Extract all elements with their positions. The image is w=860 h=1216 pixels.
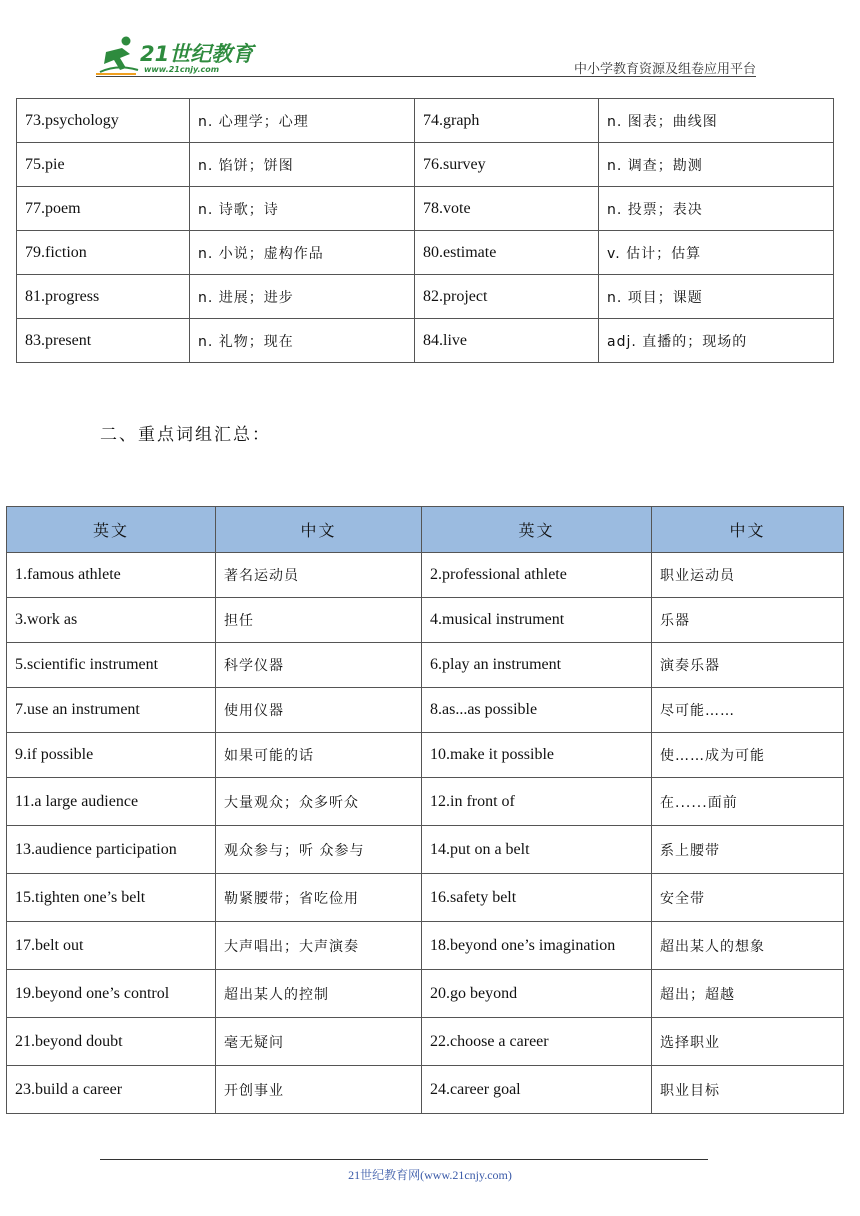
english-cell: 81.progress — [17, 275, 190, 319]
chinese-cell: n. 项目；课题 — [599, 275, 834, 319]
english-cell: 5.scientific instrument — [7, 643, 216, 688]
english-cell: 75.pie — [17, 143, 190, 187]
table-row — [7, 598, 844, 643]
table-row — [7, 826, 844, 874]
chinese-cell: 乐器 — [652, 598, 844, 643]
logo-text: 21世纪教育 — [140, 42, 254, 66]
chinese-cell: 超出；超越 — [652, 970, 844, 1018]
english-cell: 77.poem — [17, 187, 190, 231]
english-cell: 10.make it possible — [422, 733, 652, 778]
table-row — [17, 275, 834, 319]
chinese-cell: 使……成为可能 — [652, 733, 844, 778]
chinese-cell: 使用仪器 — [216, 688, 422, 733]
table-row — [7, 553, 844, 598]
chinese-cell: 科学仪器 — [216, 643, 422, 688]
english-cell: 17.belt out — [7, 922, 216, 970]
english-cell: 8.as...as possible — [422, 688, 652, 733]
chinese-cell: n. 投票；表决 — [599, 187, 834, 231]
chinese-cell: 著名运动员 — [216, 553, 422, 598]
header-english: 英文 — [422, 507, 652, 553]
chinese-cell: 勒紧腰带；省吃俭用 — [216, 874, 422, 922]
english-cell: 23.build a career — [7, 1066, 216, 1114]
english-cell: 6.play an instrument — [422, 643, 652, 688]
phrase-table — [6, 506, 844, 1114]
english-cell: 20.go beyond — [422, 970, 652, 1018]
table-row — [7, 1018, 844, 1066]
header-english: 英文 — [7, 507, 216, 553]
section-title: 二、重点词组汇总： — [100, 425, 271, 445]
table-row — [7, 688, 844, 733]
english-cell: 76.survey — [415, 143, 599, 187]
english-cell: 15.tighten one’s belt — [7, 874, 216, 922]
chinese-cell: 职业运动员 — [652, 553, 844, 598]
chinese-cell: n. 小说；虚构作品 — [190, 231, 415, 275]
footer-text: 21世纪教育网(www.21cnjy.com) — [348, 1168, 512, 1182]
chinese-cell: v. 估计；估算 — [599, 231, 834, 275]
english-cell: 83.present — [17, 319, 190, 363]
chinese-cell: n. 进展；进步 — [190, 275, 415, 319]
english-cell: 12.in front of — [422, 778, 652, 826]
english-cell: 82.project — [415, 275, 599, 319]
english-cell: 16.safety belt — [422, 874, 652, 922]
chinese-cell: n. 诗歌；诗 — [190, 187, 415, 231]
table-row — [17, 187, 834, 231]
table-row — [7, 733, 844, 778]
table-header-row — [7, 507, 844, 553]
english-cell: 24.career goal — [422, 1066, 652, 1114]
chinese-cell: 大声唱出；大声演奏 — [216, 922, 422, 970]
header-chinese: 中文 — [652, 507, 844, 553]
logo-url: www.21cnjy.com — [144, 65, 220, 74]
chinese-cell: 系上腰带 — [652, 826, 844, 874]
chinese-cell: 尽可能…… — [652, 688, 844, 733]
english-cell: 7.use an instrument — [7, 688, 216, 733]
english-cell: 74.graph — [415, 99, 599, 143]
chinese-cell: 超出某人的想象 — [652, 922, 844, 970]
table-row — [17, 99, 834, 143]
english-cell: 3.work as — [7, 598, 216, 643]
chinese-cell: 如果可能的话 — [216, 733, 422, 778]
english-cell: 22.choose a career — [422, 1018, 652, 1066]
chinese-cell: n. 调查；勘测 — [599, 143, 834, 187]
english-cell: 80.estimate — [415, 231, 599, 275]
english-cell: 14.put on a belt — [422, 826, 652, 874]
english-cell: 13.audience participation — [7, 826, 216, 874]
chinese-cell: 大量观众；众多听众 — [216, 778, 422, 826]
vocab-table — [16, 98, 834, 363]
platform-title: 中小学教育资源及组卷应用平台 — [573, 62, 756, 77]
english-cell: 4.musical instrument — [422, 598, 652, 643]
chinese-cell: n. 馅饼；饼图 — [190, 143, 415, 187]
english-cell: 1.famous athlete — [7, 553, 216, 598]
english-cell: 11.a large audience — [7, 778, 216, 826]
chinese-cell: 演奏乐器 — [652, 643, 844, 688]
header-chinese: 中文 — [216, 507, 422, 553]
logo — [96, 34, 266, 78]
chinese-cell: 选择职业 — [652, 1018, 844, 1066]
chinese-cell: 超出某人的控制 — [216, 970, 422, 1018]
english-cell: 2.professional athlete — [422, 553, 652, 598]
english-cell: 79.fiction — [17, 231, 190, 275]
chinese-cell: n. 心理学；心理 — [190, 99, 415, 143]
english-cell: 9.if possible — [7, 733, 216, 778]
english-cell: 84.live — [415, 319, 599, 363]
english-cell: 18.beyond one’s imagination — [422, 922, 652, 970]
table-row — [7, 1066, 844, 1114]
header-divider — [96, 76, 756, 77]
footer-divider — [100, 1159, 708, 1160]
chinese-cell: 毫无疑问 — [216, 1018, 422, 1066]
table-row — [17, 319, 834, 363]
chinese-cell: 观众参与；听 众参与 — [216, 826, 422, 874]
english-cell: 21.beyond doubt — [7, 1018, 216, 1066]
chinese-cell: n. 礼物；现在 — [190, 319, 415, 363]
chinese-cell: 安全带 — [652, 874, 844, 922]
table-row — [7, 778, 844, 826]
chinese-cell: 在......面前 — [652, 778, 844, 826]
table-row — [17, 143, 834, 187]
table-row — [7, 922, 844, 970]
table-row — [7, 643, 844, 688]
chinese-cell: 职业目标 — [652, 1066, 844, 1114]
runner-icon — [96, 34, 140, 78]
english-cell: 19.beyond one’s control — [7, 970, 216, 1018]
table-row — [7, 874, 844, 922]
table-row — [17, 231, 834, 275]
chinese-cell: n. 图表；曲线图 — [599, 99, 834, 143]
table-row — [7, 970, 844, 1018]
english-cell: 78.vote — [415, 187, 599, 231]
chinese-cell: 开创事业 — [216, 1066, 422, 1114]
english-cell: 73.psychology — [17, 99, 190, 143]
chinese-cell: 担任 — [216, 598, 422, 643]
chinese-cell: adj. 直播的；现场的 — [599, 319, 834, 363]
